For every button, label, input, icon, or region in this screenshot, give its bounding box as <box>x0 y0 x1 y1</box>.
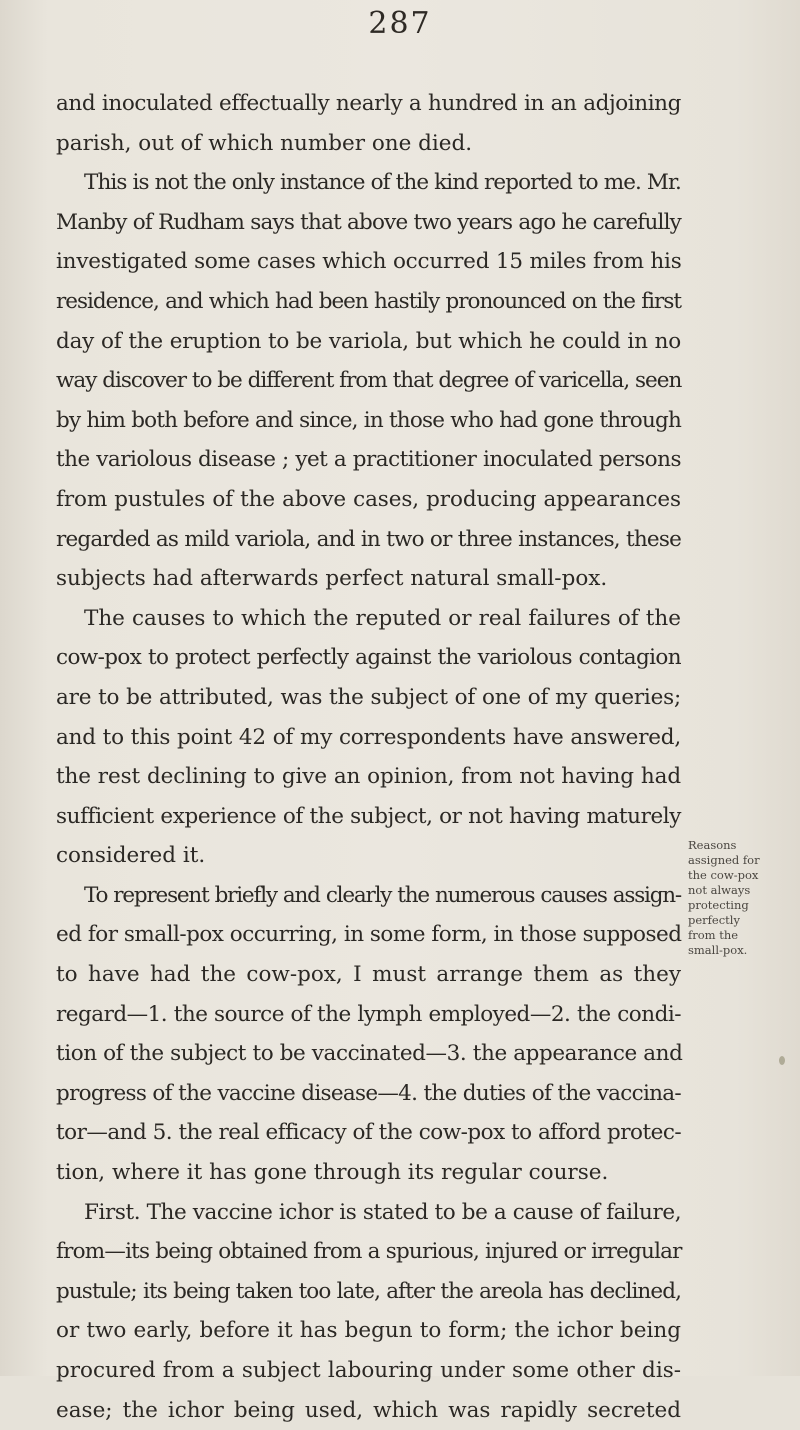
margin-note-line: not always <box>688 883 751 897</box>
text-line: ease; the ichor being used, which was rapidly secreted <box>56 1397 681 1423</box>
text-line: tion of the subject to be vaccinated—3. the appearance and <box>56 1041 683 1067</box>
text-line: This is not the only instance of the kind reported to me. Mr. <box>84 170 681 196</box>
margin-note-line: protecting <box>688 898 749 912</box>
text-line: parish, out of which number one died. <box>56 130 473 156</box>
text-line: the rest declining to give an opinion, from not having had <box>56 764 681 790</box>
text-line: procured from a subject labouring under some other dis- <box>56 1358 681 1383</box>
text-line: by him both before and since, in those who had gone through <box>56 407 681 433</box>
text-line: from—its being obtained from a spurious, injured or irregular <box>56 1239 682 1265</box>
text-line: residence, and which had been hastily pronounced on the first <box>56 288 681 314</box>
page-number: 287 <box>368 6 432 41</box>
text-line: are to be attributed, was the subject of one of my queries; <box>56 684 681 710</box>
margin-note-line: small-pox. <box>688 943 748 957</box>
text-line: considered it. <box>56 843 206 869</box>
text-line: progress of the vaccine disease—4. the duties of the vaccina- <box>56 1080 681 1106</box>
text-line: subjects had afterwards perfect natural small-pox. <box>56 566 608 592</box>
margin-note <box>688 838 788 958</box>
text-line: cow-pox to protect perfectly against the variolous contagion <box>56 645 681 671</box>
paper-stain <box>779 1056 785 1065</box>
text-line: and inoculated effectually nearly a hundred in an adjoining <box>56 91 681 116</box>
text-line: Manby of Rudham says that above two years ago he carefully <box>56 209 681 235</box>
text-line: the variolous disease ; yet a practitioner inoculated persons <box>56 447 681 473</box>
text-line: sufficient experience of the subject, or not having maturely <box>56 803 681 829</box>
text-line: To represent briefly and clearly the numerous causes assign- <box>84 882 681 908</box>
text-line: to have had the cow-pox, I must arrange them as they <box>56 962 681 988</box>
margin-note-line: Reasons <box>688 838 737 852</box>
text-line: day of the eruption to be variola, but which he could in no <box>56 328 681 354</box>
text-line: pustule; its being taken too late, after the areola has declined, <box>56 1278 681 1304</box>
text-line: ed for small-pox occurring, in some form, in those supposed <box>56 922 682 948</box>
margin-note-line: from the <box>688 928 739 942</box>
margin-note-line: the cow-pox <box>688 868 759 882</box>
text-line: regarded as mild variola, and in two or three instances, these <box>56 526 681 552</box>
margin-note-line: perfectly <box>688 913 740 927</box>
text-line: tion, where it has gone through its regular course. <box>56 1160 609 1186</box>
text-line: tor—and 5. the real efficacy of the cow-pox to afford protec- <box>56 1120 682 1146</box>
text-line: and to this point 42 of my correspondents have answered, <box>56 724 681 750</box>
body-text <box>56 84 681 1430</box>
text-line: way discover to be different from that degree of varicella, seen <box>56 368 682 394</box>
text-line: from pustules of the above cases, producing appearances <box>56 486 681 512</box>
text-line: The causes to which the reputed or real failures of the <box>84 605 681 631</box>
text-line: or two early, before it has begun to form; the ichor being <box>56 1318 681 1344</box>
margin-note-line: assigned for <box>688 853 760 867</box>
text-line: First. The vaccine ichor is stated to be a cause of failure, <box>84 1199 682 1225</box>
text-line: regard—1. the source of the lymph employed—2. the condi- <box>56 1001 681 1027</box>
text-line: investigated some cases which occurred 15 miles from his <box>56 249 682 275</box>
